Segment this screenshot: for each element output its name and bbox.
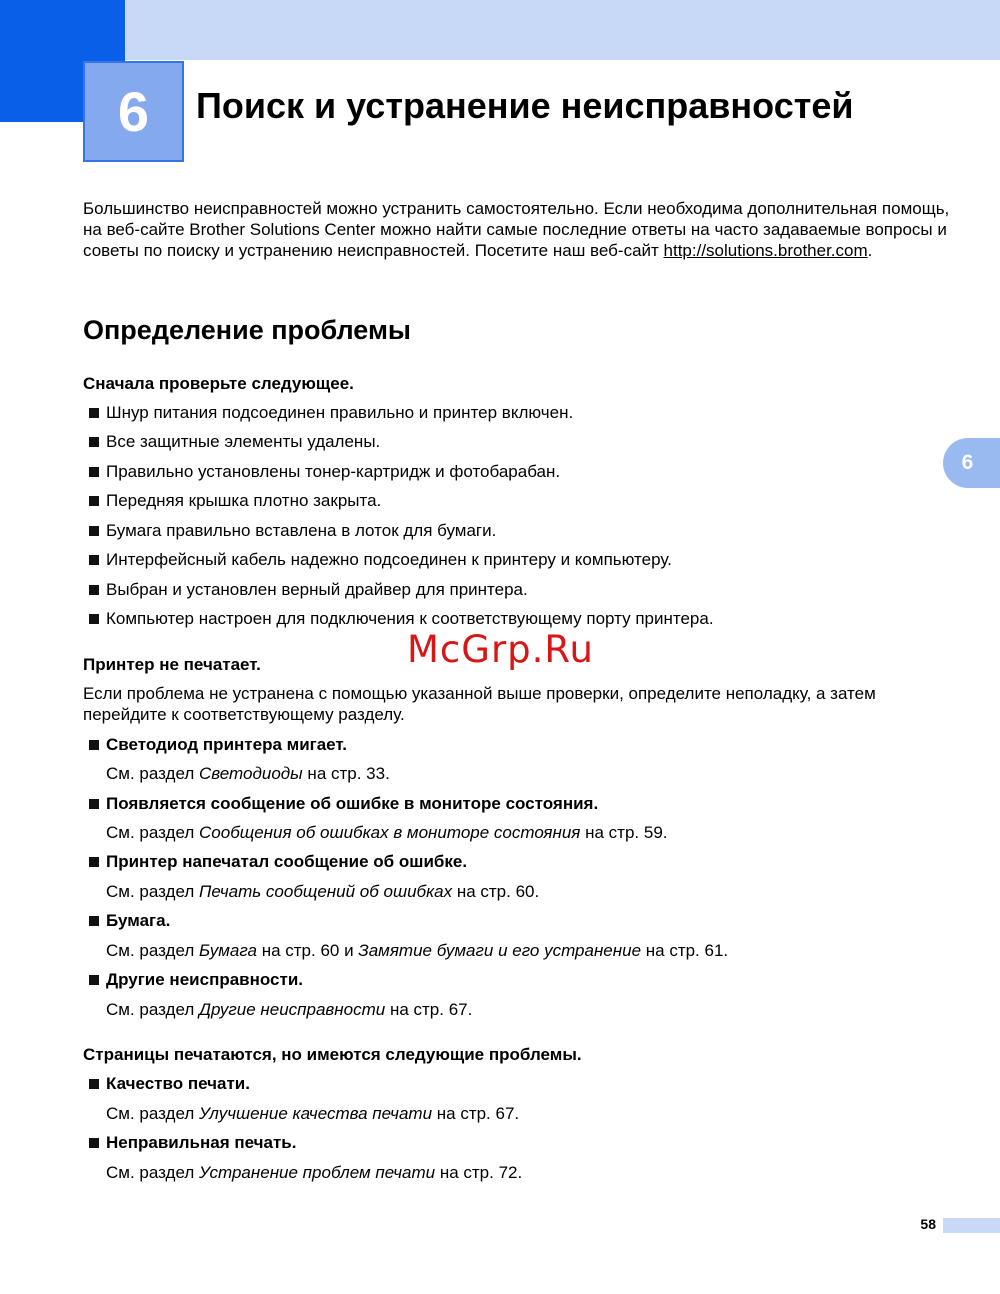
ref-link[interactable]: Другие неисправности	[199, 1000, 386, 1019]
problem-title: Неправильная печать.	[106, 1133, 297, 1152]
list-item	[89, 461, 560, 482]
problem-title: Другие неисправности.	[106, 970, 304, 989]
intro-text: Большинство неисправностей можно устранить самостоятельно. Если необходима дополнительная помощь, на веб-сайте Brother Solutions Center можно найти самые последние ответы на часто задаваемые вопросы и советы по поиску и устранению неисправностей. Посетите наш веб-сайт	[83, 199, 950, 260]
problem-item	[89, 734, 347, 755]
problem-item	[89, 851, 467, 872]
see-reference	[106, 1162, 522, 1183]
bullet-square-icon	[89, 437, 99, 447]
problem-item	[89, 1132, 296, 1153]
page-number: 58	[920, 1216, 936, 1232]
list-item-text: Правильно установлены тонер-картридж и фотобарабан.	[106, 462, 561, 481]
ref-link[interactable]: Печать сообщений об ошибках	[199, 882, 453, 901]
list-item	[89, 490, 381, 511]
solutions-link[interactable]: http://solutions.brother.com	[663, 241, 868, 260]
bullet-square-icon	[89, 975, 99, 985]
page-ref: на стр. 60 и	[256, 941, 359, 960]
pages-heading: Страницы печатаются, но имеются следующие проблемы.	[83, 1045, 582, 1064]
list-item	[89, 431, 380, 452]
see-reference	[106, 822, 668, 843]
list-item-text: Передняя крышка плотно закрыта.	[106, 491, 382, 510]
header-band-light	[125, 0, 1000, 60]
ref-link[interactable]: Сообщения об ошибках в мониторе состояния	[199, 823, 581, 842]
page-ref: на стр. 59.	[580, 823, 668, 842]
problem-item	[89, 1073, 250, 1094]
see-reference	[106, 999, 472, 1020]
problem-title: Светодиод принтера мигает.	[106, 735, 347, 754]
page-ref: на стр. 33.	[302, 764, 390, 783]
watermark: McGrp.Ru	[407, 628, 594, 671]
bullet-square-icon	[89, 1079, 99, 1089]
bullet-square-icon	[89, 408, 99, 418]
list-item-text: Все защитные элементы удалены.	[106, 432, 381, 451]
problem-item	[89, 793, 598, 814]
see-reference	[106, 1103, 519, 1124]
bullet-square-icon	[89, 526, 99, 536]
see-prefix: См. раздел	[106, 764, 200, 783]
problem-item	[89, 910, 170, 931]
bullet-square-icon	[89, 740, 99, 750]
bullet-square-icon	[89, 857, 99, 867]
chapter-number-box: 6	[83, 61, 184, 162]
not-printing-paragraph: Если проблема не устранена с помощью указанной выше проверки, определите неполадку, а затем перейдите к соответствующему разделу.	[83, 684, 876, 724]
list-item-text: Выбран и установлен верный драйвер для принтера.	[106, 580, 528, 599]
footer-bar	[943, 1218, 1000, 1233]
bullet-square-icon	[89, 614, 99, 624]
ref-link[interactable]: Устранение проблем печати	[199, 1163, 436, 1182]
see-prefix: См. раздел	[106, 1000, 200, 1019]
not-printing-heading: Принтер не печатает.	[83, 655, 261, 674]
bullet-square-icon	[89, 1138, 99, 1148]
see-reference	[106, 763, 390, 784]
bullet-square-icon	[89, 585, 99, 595]
see-reference	[106, 940, 728, 961]
ref-link[interactable]: Светодиоды	[199, 764, 303, 783]
page-ref: на стр. 72.	[435, 1163, 523, 1182]
chapter-title: Поиск и устранение неисправностей	[196, 85, 854, 126]
see-prefix: См. раздел	[106, 941, 200, 960]
list-item	[89, 579, 528, 600]
chapter-side-tab[interactable]: 6	[943, 438, 1000, 488]
page-ref-2: на стр. 61.	[641, 941, 729, 960]
problem-title: Принтер напечатал сообщение об ошибке.	[106, 852, 468, 871]
list-item-text: Бумага правильно вставлена в лоток для бумаги.	[106, 521, 497, 540]
intro-paragraph	[83, 198, 953, 261]
see-prefix: См. раздел	[106, 1104, 200, 1123]
ref-link-2[interactable]: Замятие бумаги и его устранение	[358, 941, 642, 960]
problem-title: Качество печати.	[106, 1074, 250, 1093]
list-item	[89, 402, 573, 423]
bullet-square-icon	[89, 496, 99, 506]
problem-title: Бумага.	[106, 911, 171, 930]
page-ref: на стр. 67.	[432, 1104, 520, 1123]
list-item	[89, 608, 714, 629]
see-reference	[106, 881, 539, 902]
bullet-square-icon	[89, 555, 99, 565]
bullet-square-icon	[89, 467, 99, 477]
ref-link[interactable]: Улучшение качества печати	[199, 1104, 433, 1123]
check-heading: Сначала проверьте следующее.	[83, 374, 354, 393]
problem-title: Появляется сообщение об ошибке в мониторе состояния.	[106, 794, 599, 813]
intro-tail: .	[867, 241, 873, 260]
page-ref: на стр. 67.	[385, 1000, 473, 1019]
problem-item	[89, 969, 303, 990]
list-item-text: Компьютер настроен для подключения к соответствующему порту принтера.	[106, 609, 714, 628]
ref-link[interactable]: Бумага	[199, 941, 257, 960]
page-ref: на стр. 60.	[452, 882, 540, 901]
see-prefix: См. раздел	[106, 823, 200, 842]
list-item-text: Шнур питания подсоединен правильно и принтер включен.	[106, 403, 574, 422]
see-prefix: См. раздел	[106, 1163, 200, 1182]
bullet-square-icon	[89, 916, 99, 926]
list-item	[89, 549, 672, 570]
bullet-square-icon	[89, 799, 99, 809]
see-prefix: См. раздел	[106, 882, 200, 901]
section-title: Определение проблемы	[83, 315, 411, 345]
list-item	[89, 520, 496, 541]
list-item-text: Интерфейсный кабель надежно подсоединен к принтеру и компьютеру.	[106, 550, 672, 569]
